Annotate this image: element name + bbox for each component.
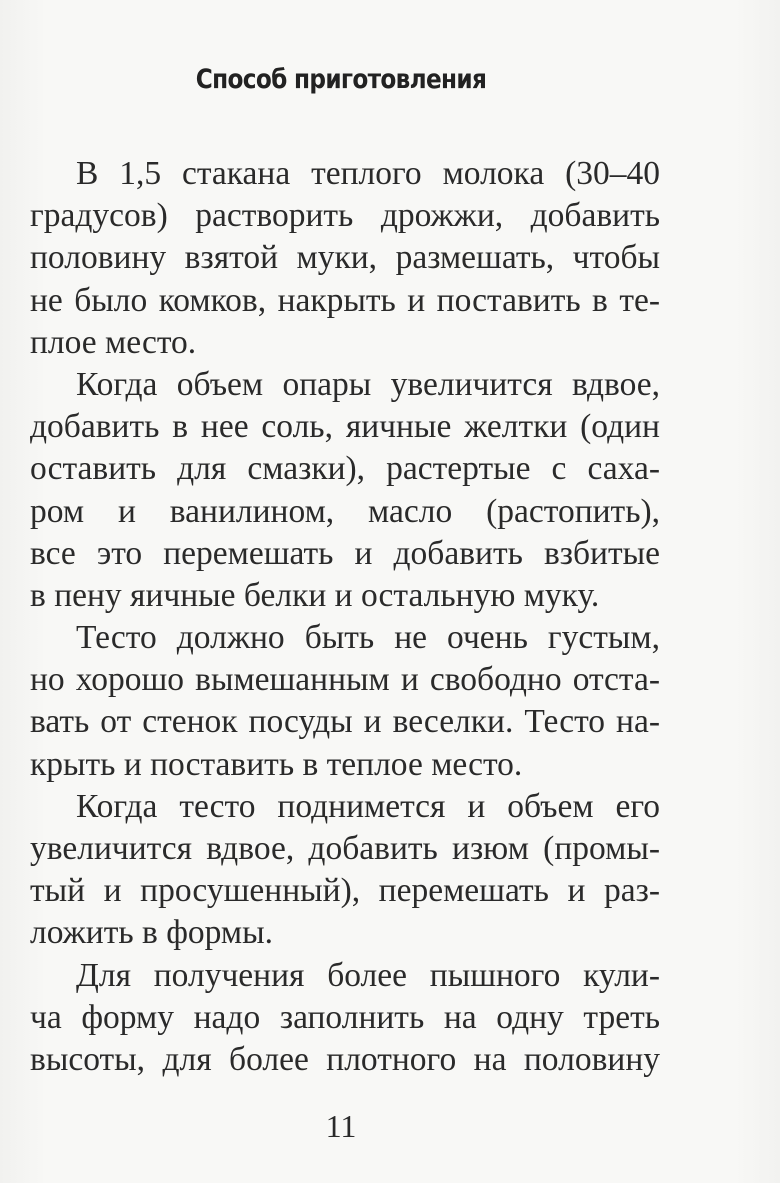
text-line: все это перемешать и добавить взбитые xyxy=(30,534,660,572)
text-line: добавить в нее соль, яичные желтки (один xyxy=(30,408,660,446)
text-line: градусов) растворить дрожжи, добавить xyxy=(30,197,660,235)
text-line: ром и ванилином, масло (растопить), xyxy=(30,492,660,530)
page-number: 11 xyxy=(325,1108,357,1144)
paragraph xyxy=(30,955,660,1082)
text-line: ча форму надо заполнить на одну треть xyxy=(30,998,660,1036)
text-line: Когда тесто поднимется и объем его xyxy=(76,787,660,825)
text-line: крыть и поставить в теплое место. xyxy=(30,745,523,783)
text-line: половину взятой муки, размешать, чтобы xyxy=(30,239,660,277)
text-line: Для получения более пышного кули- xyxy=(76,956,660,994)
text-line: В 1,5 стакана теплого молока (30–40 xyxy=(76,155,660,192)
text-line: высоты, для более плотного на половину xyxy=(30,1040,660,1078)
paragraph xyxy=(30,786,660,955)
text-line: но хорошо вымешанным и свободно отста- xyxy=(30,661,660,699)
text-line: оставить для смазки), растертые с саха- xyxy=(30,450,660,488)
paragraph xyxy=(30,617,660,786)
paragraph xyxy=(30,153,660,364)
text-line: Когда объем опары увеличится вдвое, xyxy=(76,365,660,403)
section-heading: Способ приготовления xyxy=(195,64,487,95)
text-line: тый и просушенный), перемешать и раз- xyxy=(30,872,660,910)
text-line: ложить в формы. xyxy=(30,914,273,952)
paragraph xyxy=(30,364,660,617)
text-line: увеличится вдвое, добавить изюм (промы- xyxy=(30,830,660,867)
text-line: вать от стенок посуды и веселки. Тесто на- xyxy=(30,703,660,741)
text-line: не было комков, накрыть и поставить в те- xyxy=(30,281,660,319)
text-line: плое место. xyxy=(30,323,197,361)
recipe-text xyxy=(30,153,660,1081)
text-line: Тесто должно быть не очень густым, xyxy=(76,619,660,657)
text-line: в пену яичные белки и остальную муку. xyxy=(30,576,600,614)
